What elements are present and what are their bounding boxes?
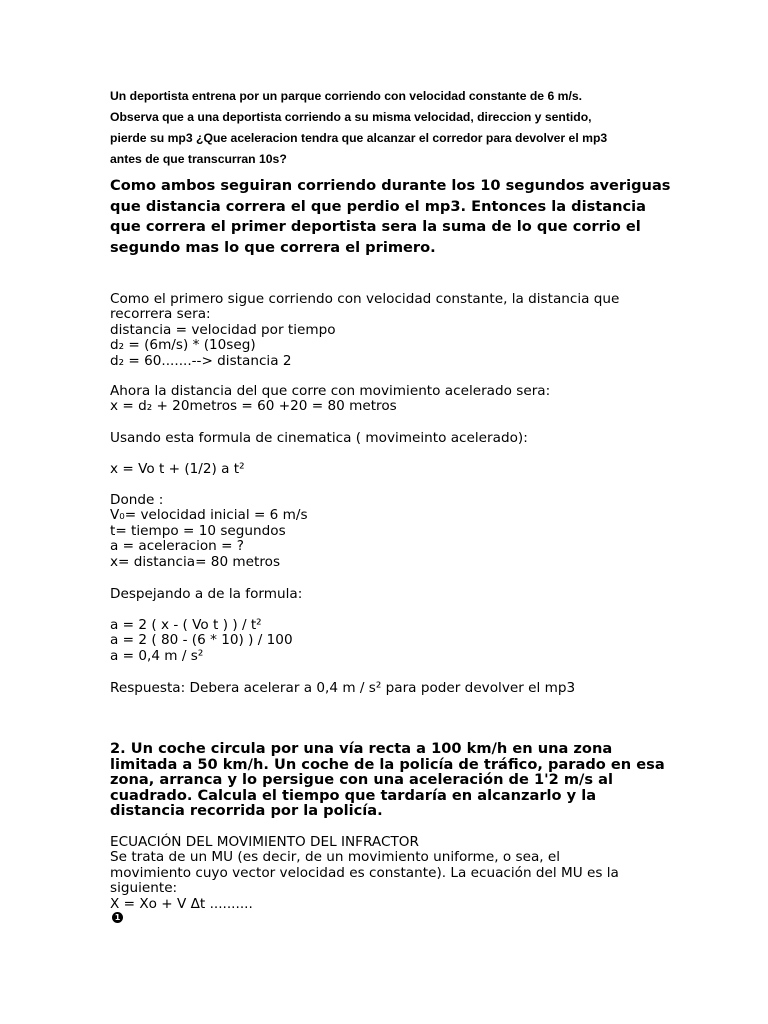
answer-text: Respuesta: Debera acelerar a 0,4 m / s² para poder devolver el mp3 <box>110 680 576 696</box>
infractor-line: Se trata de un MU (es decir, de un movimiento uniforme, o sea, el <box>110 849 561 866</box>
distance-line: Como el primero sigue corriendo con velocidad constante, la distancia que <box>110 291 620 307</box>
variable-line: t= tiempo = 10 segundos <box>110 522 286 539</box>
infractor-heading: ECUACIÓN DEL MOVIMIENTO DEL INFRACTOR <box>110 834 419 850</box>
despejando-heading <box>110 587 670 602</box>
variables-block <box>110 493 670 570</box>
kinematics-formula <box>110 462 670 477</box>
distance-line: d₂ = 60.......--> distancia 2 <box>110 352 292 369</box>
intro-line: que distancia correra el que perdio el mp3. Entonces la distancia <box>110 197 646 215</box>
mu-equation-line <box>110 897 670 923</box>
solution-line: a = 2 ( 80 - (6 * 10) ) / 100 <box>110 632 293 649</box>
intro-line: segundo mas lo que correra el primero. <box>110 239 436 257</box>
problem-2-statement <box>110 741 670 819</box>
infractor-line: siguiente: <box>110 880 178 897</box>
accel-line: Ahora la distancia del que corre con movimiento acelerado sera: <box>110 383 551 399</box>
formula-intro <box>110 431 670 446</box>
problem-2-line: limitada a 50 km/h. Un coche de la policía de tráfico, parado en esa <box>110 755 665 773</box>
problem-2-line: zona, arranca y lo persigue con una aceleración de 1'2 m/s al <box>110 771 613 788</box>
solution-line: a = 2 ( x - ( Vo t ) ) / t² <box>110 617 262 633</box>
solution-steps <box>110 618 670 664</box>
problem-1-line: pierde su mp3 ¿Que aceleracion tendra que alcanzar el corredor para devolver el mp3 <box>110 131 608 145</box>
distance-line: d₂ = (6m/s) * (10seg) <box>110 337 256 354</box>
solution-intro <box>110 176 670 259</box>
variable-line: x= distancia= 80 metros <box>110 553 281 570</box>
distance-line: recorrera sera: <box>110 306 211 323</box>
distance-line: distancia = velocidad por tiempo <box>110 321 336 338</box>
solution-line: a = 0,4 m / s² <box>110 647 204 664</box>
problem-1-line: antes de que transcurran 10s? <box>110 152 287 166</box>
formula-intro-text: Usando esta formula de cinematica ( movimeinto acelerado): <box>110 430 528 446</box>
formula-text: x = Vo t + (1/2) a t² <box>110 461 245 477</box>
variable-line: a = aceleracion = ? <box>110 538 245 555</box>
intro-line: Como ambos seguiran corriendo durante los 10 segundos averiguas <box>110 177 671 194</box>
accelerated-distance-block <box>110 384 670 415</box>
intro-line: que correra el primer deportista sera la suma de lo que corrio el <box>110 218 641 236</box>
answer <box>110 681 670 696</box>
problem-2-line: 2. Un coche circula por una vía recta a 100 km/h en una zona <box>110 740 613 757</box>
problem-1-line: Observa que a una deportista corriendo a su misma velocidad, direccion y sentido, <box>110 110 592 124</box>
infractor-block <box>110 835 670 923</box>
problem-2-line: distancia recorrida por la policía. <box>110 802 383 819</box>
despejando-text: Despejando a de la formula: <box>110 586 303 602</box>
distance-block <box>110 292 670 369</box>
problem-1-line: Un deportista entrena por un parque corriendo con velocidad constante de 6 m/s. <box>110 89 583 103</box>
variable-line: V₀= velocidad inicial = 6 m/s <box>110 507 308 524</box>
mu-equation: X = Xo + V Δt .......... <box>110 895 253 912</box>
equation-number-marker: 1 <box>112 912 123 923</box>
problem-1-statement <box>110 86 670 170</box>
variable-line: Donde : <box>110 492 164 508</box>
infractor-line: movimiento cuyo vector velocidad es constante). La ecuación del MU es la <box>110 864 619 881</box>
problem-2-line: cuadrado. Calcula el tiempo que tardaría en alcanzarlo y la <box>110 786 597 804</box>
accel-line: x = d₂ + 20metros = 60 +20 = 80 metros <box>110 398 397 415</box>
